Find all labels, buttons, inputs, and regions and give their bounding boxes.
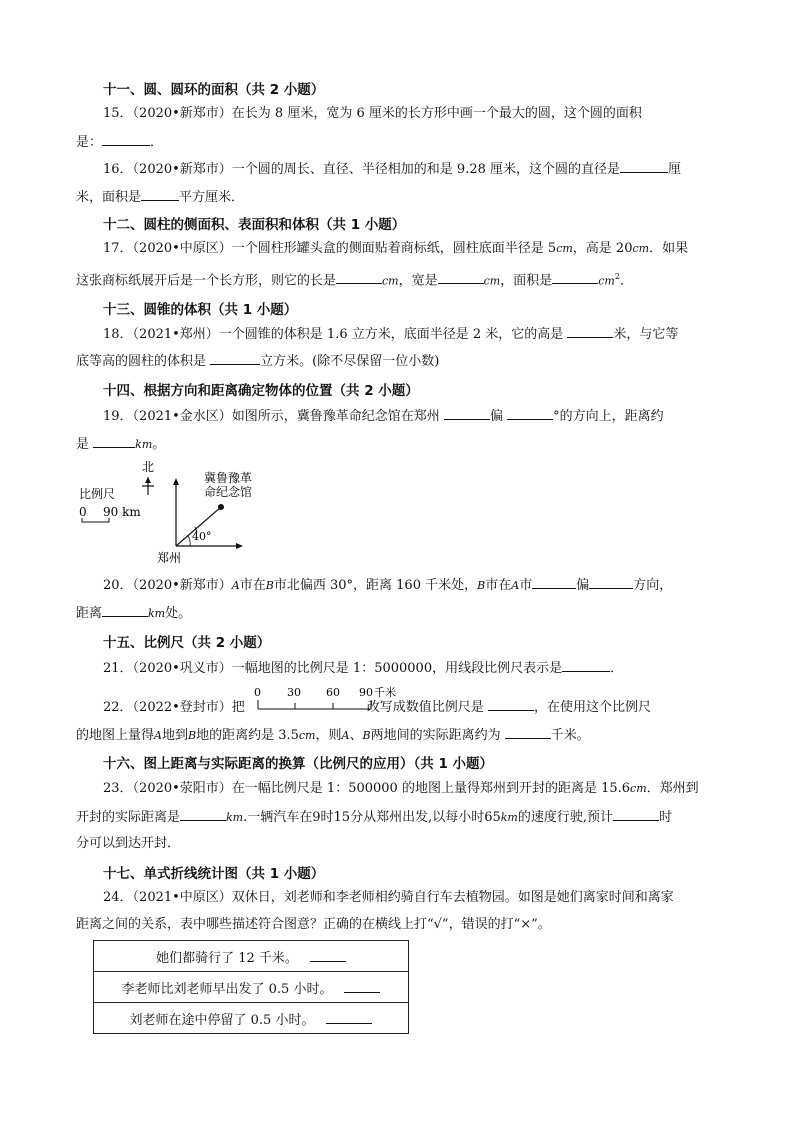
memorial-point [218,504,224,510]
question-17-line-1: 17．（2020•中原区）一个圆柱形罐头盒的侧面贴着商标纸，圆柱底面半径是 5cm，高是 20cm．如果 [103,241,689,256]
origin-label: 郑州 [157,551,182,565]
answer-blank[interactable] [567,325,613,338]
scale-ninety: 90 km [103,505,141,519]
table-row [94,941,409,972]
question-22-line-1: 22．（2022•登封市）把 改写成数值比例尺是 ，在使用这个比例尺 [103,700,651,715]
north-label: 北 [142,460,155,474]
question-16-line-2: 米，面积是 平方厘米． [76,190,245,205]
question-19-line-2: 是 km。 [76,437,166,452]
section-title-14: 十四、根据方向和距离确定物体的位置（共 2 小题） [103,383,419,399]
north-arrow-icon [145,477,151,483]
question-17-line-2: 这张商标纸展开后是一个长方形，则它的长是 cm，宽是 cm，面积是 $cm^2$． [76,272,633,289]
question-15-line-2: 是： ． [76,135,164,150]
answer-blank[interactable] [438,271,484,284]
statement-text: 李老师比刘老师早出发了 0.5 小时。 [121,981,333,997]
memorial-label-2: 命纪念馆 [204,485,253,499]
answer-blank[interactable] [552,271,598,284]
scale-tick-label-0: 0 [254,686,261,699]
answer-blank[interactable] [93,435,135,448]
question-23-line-2: 开封的实际距离是 km.一辆汽车在9时15分从郑州出发,以每小时65km的速度行驶,预计 时 [76,810,673,825]
answer-blank[interactable] [180,808,226,821]
answer-blank[interactable] [102,604,148,617]
question-20-line-2: 距离 km处。 [76,606,192,621]
direction-figure [76,458,256,568]
answer-blank[interactable] [507,407,553,420]
line-scale-figure [252,685,412,715]
answer-blank[interactable] [141,188,179,201]
scale-title: 比例尺 [79,487,116,501]
answer-blank[interactable] [505,726,551,739]
question-23-line-3: 分可以到达开封． [76,836,181,851]
table-row [94,1003,409,1034]
question-16-line-1: 16．（2020•新郑市）一个圆的周长、直径、半径相加的和是 9.28 厘米，这个圆的直径是 厘 [103,162,682,177]
question-18-line-2: 底等高的圆柱的体积是 立方米。(除不尽保留一位小数) [76,354,440,369]
section-title-17: 十七、单式折线统计图（共 1 小题） [103,866,325,882]
scale-tick-label-30: 30 [287,686,301,699]
answer-blank[interactable] [336,271,382,284]
question-24-line-2: 距离之间的关系，表中哪些描述符合图意？正确的在横线上打“√”，错误的打“×”。 [76,917,551,932]
statement-text: 她们都骑行了 12 千米。 [156,950,298,966]
answer-blank[interactable] [326,1011,372,1024]
question-20-line-1: 20．（2020•新郑市）A市在B市北偏西 30°，距离 160 千米处，B市在A市 偏 方向， [103,578,673,593]
north-axis-arrow [173,478,179,485]
section-title-16: 十六、图上距离与实际距离的换算（比例尺的应用）（共 1 小题） [103,756,494,772]
question-19-line-1: 19．（2021•金水区）如图所示，冀鲁豫革命纪念馆在郑州 偏 °的方向上，距离约 [103,409,664,424]
answer-blank[interactable] [102,133,150,146]
statement-table [93,940,409,1034]
answer-blank[interactable] [210,352,260,365]
section-title-11: 十一、圆、圆环的面积（共 2 小题） [103,82,325,98]
answer-blank[interactable] [589,576,633,589]
answer-blank[interactable] [532,576,576,589]
angle-arc [188,536,190,546]
answer-blank[interactable] [310,949,346,962]
answer-blank[interactable] [444,407,490,420]
answer-blank[interactable] [613,808,659,821]
scale-tick-label-60: 60 [326,686,340,699]
scale-tick-label-90: 90 [359,686,373,699]
question-23-line-1: 23．（2020•荥阳市）在一幅比例尺是 1：500000 的地图上量得郑州到开封的距离是 15.6cm．郑州到 [103,781,699,796]
question-22-line-2: 的地图上量得A地到B地的距离约是 3.5cm，则A、B两地间的实际距离约为 千米。 [76,728,590,743]
question-21-line: 21．（2020•巩义市）一幅地图的比例尺是 1：5000000，用线段比例尺表示是 ． [103,661,624,676]
answer-blank[interactable] [562,659,610,672]
scale-zero: 0 [79,505,87,519]
question-18-line-1: 18．（2021•郑州）一个圆锥的体积是 1.6 立方米，底面半径是 2 米，它的高是 米，与它等 [103,327,679,342]
scale-unit: 千米 [374,686,396,699]
section-title-13: 十三、圆锥的体积（共 1 小题） [103,302,298,318]
statement-text: 刘老师在途中停留了 0.5 小时。 [129,1012,315,1028]
east-axis-arrow [236,543,243,549]
question-15-line-1: 15．（2020•新郑市）在长为 8 厘米，宽为 6 厘米的长方形中画一个最大的圆，这个圆的面积 [103,106,642,121]
section-title-12: 十二、圆柱的侧面积、表面积和体积（共 1 小题） [103,217,406,233]
question-24-line-1: 24．（2021•中原区）双休日，刘老师和李老师相约骑自行车去植物园。如图是她们离家时间和离家 [103,890,674,905]
angle-label: 40° [192,530,212,543]
section-title-15: 十五、比例尺（共 2 小题） [103,635,271,651]
answer-blank[interactable] [488,698,534,711]
memorial-label-1: 冀鲁豫革 [204,471,253,485]
table-row [94,972,409,1003]
answer-blank[interactable] [344,980,380,993]
answer-blank[interactable] [620,160,668,173]
